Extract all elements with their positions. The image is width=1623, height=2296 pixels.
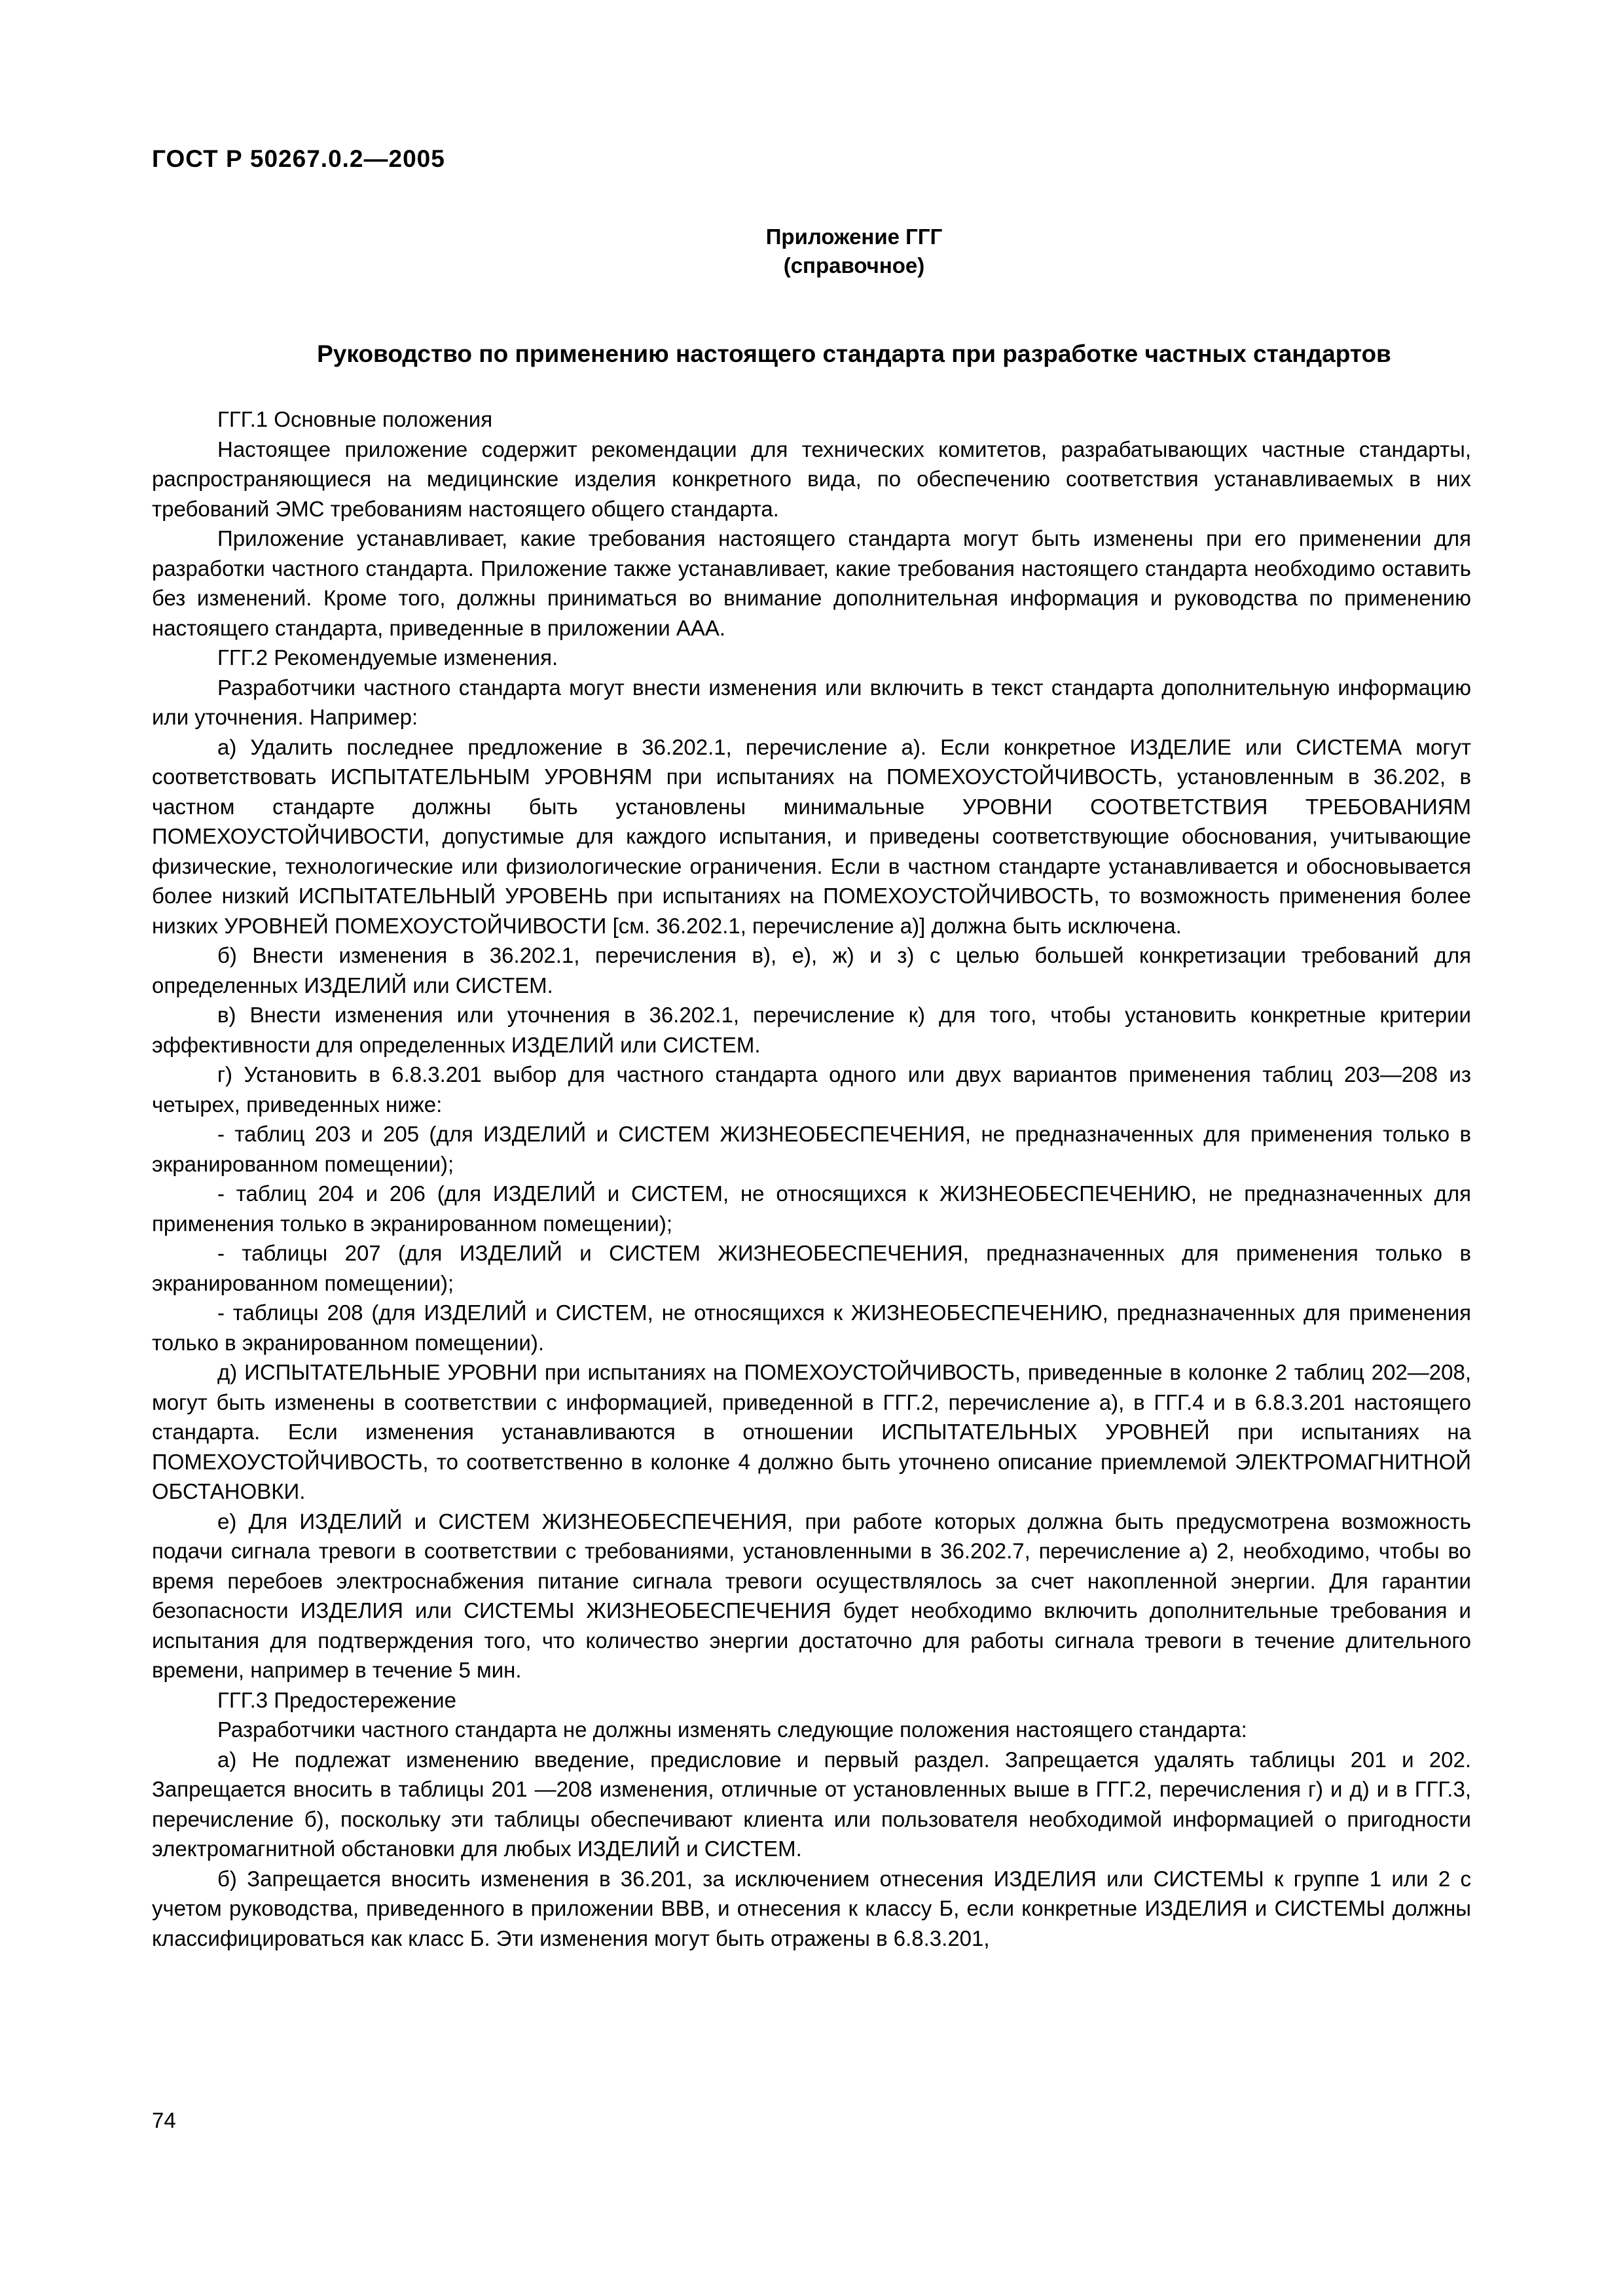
annex-header (0, 223, 1623, 280)
paragraph: - таблиц 203 и 205 (для ИЗДЕЛИЙ и СИСТЕМ ЖИЗНЕОБЕСПЕЧЕНИЯ, не предназначенных для применения только в экранированном помещении); (152, 1122, 1471, 1176)
paragraph: Разработчики частного стандарта не должны изменять следующие положения настоящего стандарта: (217, 1717, 1247, 1742)
paragraph: - таблицы 208 (для ИЗДЕЛИЙ и СИСТЕМ, не относящихся к ЖИЗНЕОБЕСПЕЧЕНИЮ, предназначенных для применения только в экранированном помещении). (152, 1300, 1471, 1355)
paragraph: ГГГ.2 Рекомендуемые изменения. (217, 645, 558, 670)
document-code: ГОСТ Р 50267.0.2—2005 (152, 145, 445, 172)
paragraph: д) ИСПЫТАТЕЛЬНЫЕ УРОВНИ при испытаниях на ПОМЕХОУСТОЙЧИВОСТЬ, приведенные в колонке 2 таблиц 202—208, могут быть изменены в соответствии с информацией, приведенной в ГГГ.2, перечисление а), в ГГГ.4 и в 6.8.3.201 настоящего стандарта. Если изменения устанавливаются в отношении ИСПЫТАТЕЛЬНЫХ УРОВНЕЙ при испытаниях на ПОМЕХОУСТОЙЧИВОСТЬ, то соответственно в колонке 4 должно быть уточнено описание приемлемой ЭЛЕКТРОМАГНИТНОЙ ОБСТАНОВКИ. (152, 1360, 1471, 1503)
paragraph: а) Удалить последнее предложение в 36.202.1, перечисление а). Если конкретное ИЗДЕЛИЕ или СИСТЕМА могут соответствовать ИСПЫТАТЕЛЬНЫМ УРОВНЯМ при испытаниях на ПОМЕХОУСТОЙЧИВОСТЬ, установленным в 36.202, в частном стандарте должны быть установлены минимальные УРОВНИ СООТВЕТСТВИЯ ТРЕБОВАНИЯМ ПОМЕХОУСТОЙЧИВОСТИ, допустимые для каждого испытания, и приведены соответствующие обоснования, учитывающие физические, технологические или физиологические ограничения. Если в частном стандарте устанавливается и обосновывается более низкий ИСПЫТАТЕЛЬНЫЙ УРОВЕНЬ при испытаниях на ПОМЕХОУСТОЙЧИВОСТЬ, то возможность применения более низких УРОВНЕЙ ПОМЕХОУСТОЙЧИВОСТИ [см. 36.202.1, перечисление а)] должна быть исключена. (152, 734, 1471, 938)
paragraph: г) Установить в 6.8.3.201 выбор для частного стандарта одного или двух вариантов применения таблиц 203—208 из четырех, приведенных ниже: (152, 1062, 1471, 1117)
paragraph: ГГГ.3 Предостережение (217, 1687, 456, 1712)
page-number: 74 (152, 2108, 176, 2132)
paragraph: Настоящее приложение содержит рекомендации для технических комитетов, разрабатывающих частные стандарты, распространяющиеся на медицинские изделия конкретного вида, по обеспечению соответствия устанавливаемых в них требований ЭМС требованиям настоящего общего стандарта. (152, 437, 1471, 521)
annex-title: Приложение ГГГ (765, 224, 943, 249)
paragraph: б) Внести изменения в 36.202.1, перечисления в), е), ж) и з) с целью большей конкретизации требований для определенных ИЗДЕЛИЙ или СИСТЕМ. (152, 943, 1471, 997)
paragraph: в) Внести изменения или уточнения в 36.202.1, перечисление к) для того, чтобы установить конкретные критерии эффективности для определенных ИЗДЕЛИЙ или СИСТЕМ. (152, 1003, 1471, 1057)
annex-type: (справочное) (783, 253, 925, 278)
paragraph: е) Для ИЗДЕЛИЙ и СИСТЕМ ЖИЗНЕОБЕСПЕЧЕНИЯ, при работе которых должна быть предусмотрена возможность подачи сигнала тревоги в соответствии с требованиями, установленными в 36.202.7, перечисление а) 2, необходимо, чтобы во время перебоев электроснабжения питание сигнала тревоги осуществлялось за счет накопленной энергии. Для гарантии безопасности ИЗДЕЛИЯ или СИСТЕМЫ ЖИЗНЕОБЕСПЕЧЕНИЯ будет необходимо включить дополнительные требования и испытания для подтверждения того, что количество энергии достаточно для работы сигнала тревоги в течение длительного времени, например в течение 5 мин. (152, 1509, 1471, 1682)
paragraph: б) Запрещается вносить изменения в 36.201, за исключением отнесения ИЗДЕЛИЯ или СИСТЕМЫ к группе 1 или 2 с учетом руководства, приведенного в приложении ВВВ, и отнесения к классу Б, если конкретные ИЗДЕЛИЯ и СИСТЕМЫ должны классифицироваться как класс Б. Эти изменения могут быть отражены в 6.8.3.201, (152, 1866, 1471, 1950)
paragraph: а) Не подлежат изменению введение, предисловие и первый раздел. Запрещается удалять таблицы 201 и 202. Запрещается вносить в таблицы 201 —208 изменения, отличные от установленных выше в ГГГ.2, перечисления г) и д) и в ГГГ.3, перечисление б), поскольку эти таблицы обеспечивают клиента или пользователя необходимой информацией о пригодности электромагнитной обстановки для любых ИЗДЕЛИЙ и СИСТЕМ. (152, 1747, 1471, 1861)
paragraph: ГГГ.1 Основные положения (217, 407, 493, 431)
paragraph: - таблицы 207 (для ИЗДЕЛИЙ и СИСТЕМ ЖИЗНЕОБЕСПЕЧЕНИЯ, предназначенных для применения только в экранированном помещении); (152, 1241, 1471, 1295)
paragraph: Приложение устанавливает, какие требования настоящего стандарта могут быть изменены при его применении для разработки частного стандарта. Приложение также устанавливает, какие требования настоящего стандарта необходимо оставить без изменений. Кроме того, должны приниматься во внимание дополнительная информация и руководства по применению настоящего стандарта, приведенные в приложении ААА. (152, 526, 1471, 640)
section-heading: Руководство по применению настоящего стандарта при разработке частных стандартов (317, 340, 1391, 367)
document-body (152, 404, 1471, 1953)
paragraph: - таблиц 204 и 206 (для ИЗДЕЛИЙ и СИСТЕМ, не относящихся к ЖИЗНЕОБЕСПЕЧЕНИЮ, не предназначенных для применения только в экранированном помещении); (152, 1181, 1471, 1236)
paragraph: Разработчики частного стандарта могут внести изменения или включить в текст стандарта дополнительную информацию или уточнения. Например: (152, 675, 1471, 729)
